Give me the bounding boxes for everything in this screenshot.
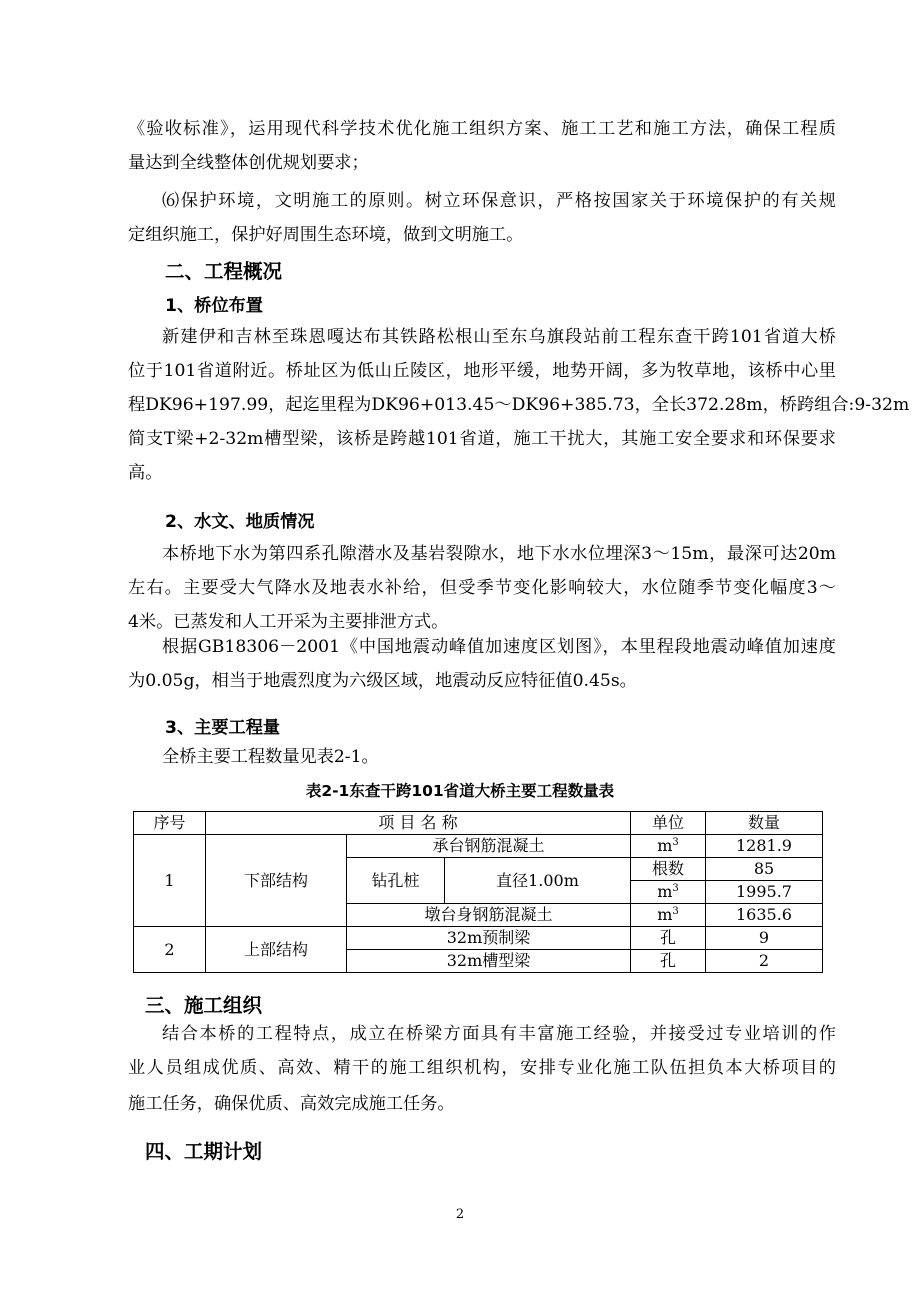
table-row [134,927,823,950]
header-seq: 序号 [134,812,206,835]
bridge-location-line-2: 位于101省道附近。桥址区为低山丘陵区，地形平缓，地势开阔，多为牧草地，该桥中心里 [128,361,836,381]
qty-cell: 2 [706,950,823,973]
header-unit: 单位 [631,812,706,835]
bridge-location-line-5: 高。 [128,463,163,483]
table-header-row [134,812,823,835]
section-2-heading: 二、工程概况 [165,260,283,283]
hydrology-line-3: 4米。已蒸发和人工开采为主要排泄方式。 [128,612,449,632]
header-item: 项 目 名 称 [206,812,631,835]
group-cell: 下部结构 [206,835,347,927]
pile-cell: 钻孔桩 [347,858,445,904]
table-row [134,835,823,858]
hydrology-line-2: 左右。主要受大气降水及地表水补给，但受季节变化影响较大，水位随季节变化幅度3～ [128,578,836,598]
seq-cell: 2 [134,927,206,973]
seismic-line-2: 为0.05g，相当于地震烈度为六级区域，地震动反应特征值0.45s。 [128,671,637,691]
qty-cell: 85 [706,858,823,881]
intro-line-1: 《验收标准》，运用现代科学技术优化施工组织方案、施工工艺和施工方法，确保工程质 [128,119,836,139]
principle-6-line-2: 定组织施工，保护好周围生态环境，做到文明施工。 [128,225,524,245]
section-3-heading: 三、施工组织 [145,994,263,1017]
qty-cell: 1995.7 [706,881,823,904]
intro-line-2: 量达到全线整体创优规划要求； [128,153,369,173]
unit-cell: 孔 [631,927,706,950]
item-cell: 32m预制梁 [347,927,631,950]
bridge-location-line-3: 程DK96+197.99，起迄里程为DK96+013.45～DK96+385.73，全长372.28m，桥跨组合:9-32m [128,395,910,415]
item-cell: 32m槽型梁 [347,950,631,973]
unit-cell: $m^3$ [631,904,706,927]
qty-cell: 9 [706,927,823,950]
quantity-table [133,811,823,973]
organization-line-2: 业人员组成优质、高效、精干的施工组织机构，安排专业化施工队伍担负本大桥项目的 [128,1058,836,1078]
qty-cell: 1281.9 [706,835,823,858]
bridge-location-line-4: 简支T梁+2-32m槽型梁，该桥是跨越101省道，施工干扰大，其施工安全要求和环保要求 [128,429,836,449]
item-cell: 承台钢筋混凝土 [347,835,631,858]
qty-cell: 1635.6 [706,904,823,927]
section-4-heading: 四、工期计划 [145,1140,263,1163]
header-qty: 数量 [706,812,823,835]
pile-spec-cell: 直径1.00m [445,858,631,904]
unit-cell: 孔 [631,950,706,973]
quantity-intro: 全桥主要工程数量见表2-1。 [162,747,379,767]
unit-cell: 根数 [631,858,706,881]
hydrology-line-1: 本桥地下水为第四系孔隙潜水及基岩裂隙水，地下水水位埋深3～15m，最深可达20m [162,544,836,564]
subsection-2-1-heading: 1、桥位布置 [165,296,263,316]
unit-cell: $m^3$ [631,835,706,858]
subsection-2-2-heading: 2、水文、地质情况 [165,512,315,532]
seismic-line-1: 根据GB18306－2001《中国地震动峰值加速度区划图》，本里程段地震动峰值加速度 [162,637,836,657]
table-caption: 表2-1东查干跨101省道大桥主要工程数量表 [305,782,615,800]
organization-line-1: 结合本桥的工程特点，成立在桥梁方面具有丰富施工经验，并接受过专业培训的作 [162,1024,836,1044]
subsection-2-3-heading: 3、主要工程量 [165,718,281,738]
principle-6-line-1: ⑹保护环境，文明施工的原则。树立环保意识，严格按国家关于环境保护的有关规 [162,191,836,211]
item-cell: 墩台身钢筋混凝土 [347,904,631,927]
page-number: 2 [455,1207,465,1222]
unit-cell: $m^3$ [631,881,706,904]
seq-cell: 1 [134,835,206,927]
organization-line-3: 施工任务，确保优质、高效完成施工任务。 [128,1094,455,1114]
group-cell: 上部结构 [206,927,347,973]
bridge-location-line-1: 新建伊和吉林至珠恩嘎达布其铁路松根山至东乌旗段站前工程东查干跨101省道大桥 [162,327,836,347]
